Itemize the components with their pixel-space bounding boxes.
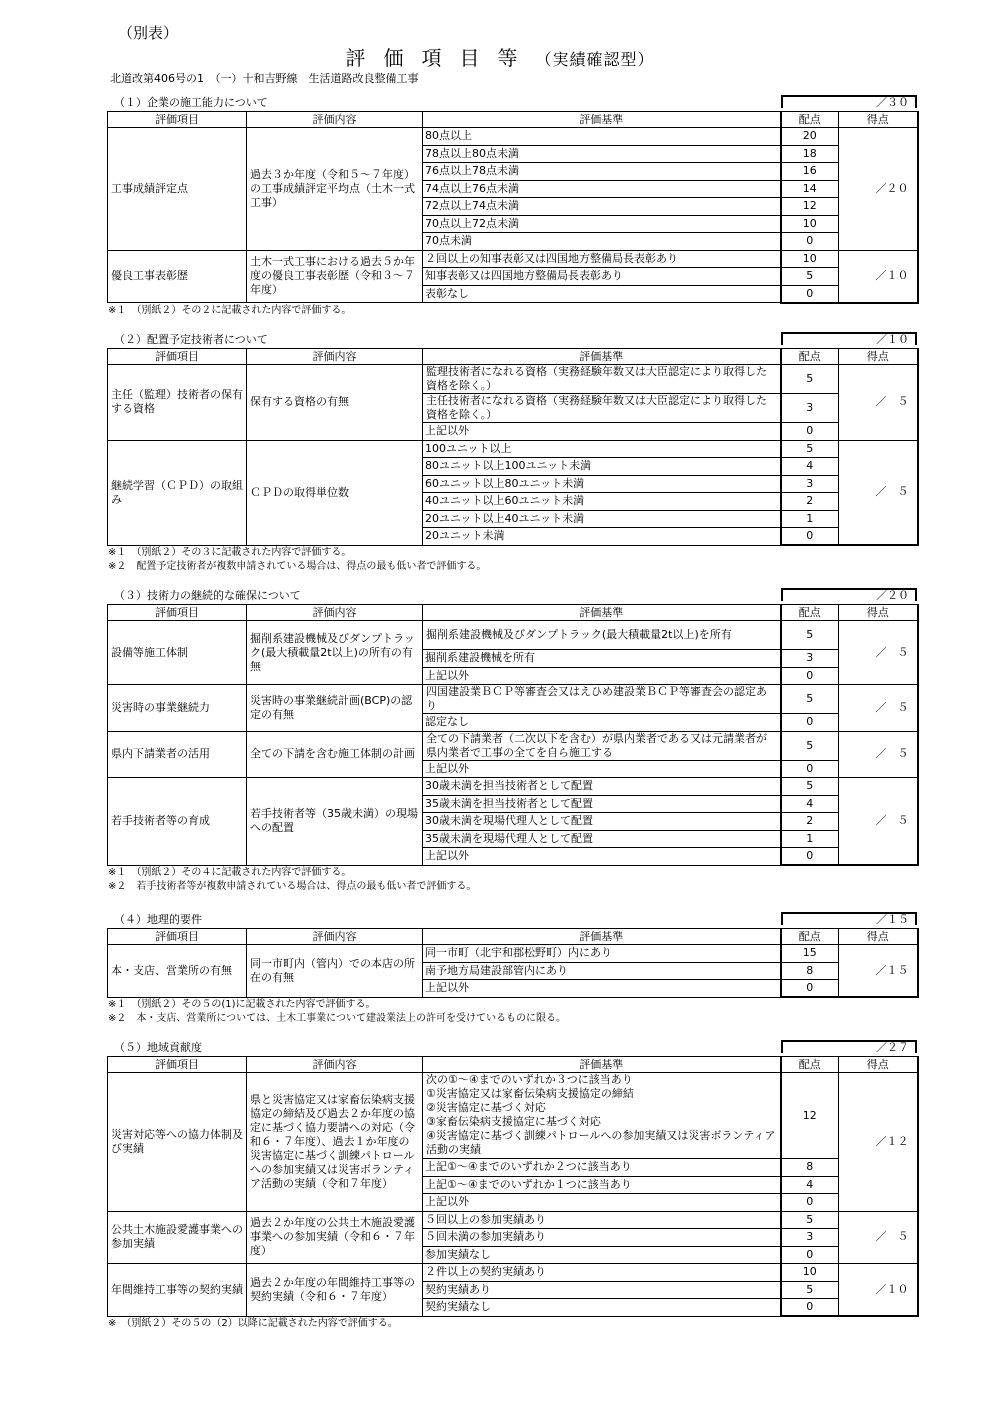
evaluation-item: 公共土木施設愛護事業への参加実績 <box>108 1211 247 1264</box>
col-header-content: 評価内容 <box>247 929 423 945</box>
evaluation-content: 全ての下請を含む施工体制の計画 <box>247 731 423 778</box>
points-value: 5 <box>781 268 839 286</box>
evaluation-criteria: 参加実績なし <box>423 1246 781 1264</box>
evaluation-content: 災害時の事業継続計画(BCP)の認定の有無 <box>247 685 423 732</box>
col-header-item: 評価項目 <box>108 929 247 945</box>
points-value: 0 <box>781 980 839 998</box>
evaluation-criteria: 南予地方局建設部管内にあり <box>423 962 781 980</box>
col-header-item: 評価項目 <box>108 1057 247 1073</box>
evaluation-criteria: 40ユニット以上60ユニット未満 <box>423 493 781 511</box>
evaluation-criteria: 知事表彰又は四国地方整備局長表彰あり <box>423 268 781 286</box>
col-header-item: 評価項目 <box>108 112 247 128</box>
col-header-criteria: 評価基準 <box>423 929 781 945</box>
score-cell: ／ ５ <box>839 440 918 545</box>
section-header <box>107 1040 917 1056</box>
evaluation-criteria: 上記以外 <box>423 667 781 685</box>
score-cell: ／１２ <box>839 1073 918 1212</box>
section-4 <box>107 912 917 1026</box>
table-row <box>108 440 918 458</box>
evaluation-criteria: ５回以上の参加実績あり <box>423 1211 781 1229</box>
col-header-points: 配点 <box>781 605 839 621</box>
evaluation-criteria: 78点以上80点未満 <box>423 145 781 163</box>
evaluation-criteria: 上記①～④までのいずれか２つに該当あり <box>423 1159 781 1177</box>
points-value: 1 <box>781 830 839 848</box>
project-name: 北道改第406号の1 （一）十和吉野線 生活道路改良整備工事 <box>110 72 419 85</box>
col-header-item: 評価項目 <box>108 349 247 365</box>
col-header-score: 得点 <box>839 1057 918 1073</box>
evaluation-criteria: 掘削系建設機械を所有 <box>423 650 781 668</box>
points-value: 3 <box>781 1229 839 1247</box>
points-value: 0 <box>781 714 839 732</box>
evaluation-criteria: 上記以外 <box>423 980 781 998</box>
col-header-score: 得点 <box>839 349 918 365</box>
evaluation-content: 土木一式工事における過去５か年度の優良工事表彰歴（令和３～７年度） <box>247 250 423 303</box>
section-note: ※ （別紙２）その５の（2）以降に記載された内容で評価する。 <box>108 1318 398 1329</box>
evaluation-item: 若手技術者等の育成 <box>108 778 247 866</box>
col-header-criteria: 評価基準 <box>423 1057 781 1073</box>
score-cell: ／１５ <box>839 945 918 998</box>
points-value: 4 <box>781 795 839 813</box>
title-main: 評価項目等 <box>345 46 536 70</box>
points-value: 8 <box>781 1159 839 1177</box>
section-3 <box>107 588 917 894</box>
points-value: 0 <box>781 1246 839 1264</box>
points-value: 18 <box>781 145 839 163</box>
points-value: 12 <box>781 198 839 216</box>
header-row <box>108 349 918 365</box>
points-value: 16 <box>781 163 839 181</box>
evaluation-criteria: 上記以外 <box>423 423 781 441</box>
evaluation-criteria: 74点以上76点未満 <box>423 180 781 198</box>
evaluation-criteria: 上記以外 <box>423 1194 781 1212</box>
section-total-score: ／１５ <box>781 912 917 925</box>
evaluation-criteria: 72点以上74点未満 <box>423 198 781 216</box>
points-value: 14 <box>781 180 839 198</box>
evaluation-content: 過去２か年度の公共土木施設愛護事業への参加実績（令和６・７年度） <box>247 1211 423 1264</box>
section-title: （５）地域貢献度 <box>114 1041 202 1054</box>
evaluation-criteria: 35歳未満を現場代理人として配置 <box>423 830 781 848</box>
evaluation-criteria: 主任技術者になれる資格（実務経験年数又は大臣認定により取得した資格を除く。） <box>423 394 781 423</box>
points-value: 5 <box>781 1281 839 1299</box>
section-total-score: ／１０ <box>781 332 917 345</box>
points-value: 2 <box>781 493 839 511</box>
table-row <box>108 128 918 146</box>
points-value: 5 <box>781 1211 839 1229</box>
bekkyo-label: （別表） <box>118 24 179 42</box>
evaluation-content: 保有する資格の有無 <box>247 365 423 441</box>
section-note: ※２ 配置予定技術者が複数申請されている場合は、得点の最も低い者で評価する。 <box>108 561 487 572</box>
page-title <box>0 42 1000 71</box>
section-title: （２）配置予定技術者について <box>114 333 268 346</box>
evaluation-criteria: 30歳未満を現場代理人として配置 <box>423 813 781 831</box>
evaluation-table <box>107 1056 919 1317</box>
section-title: （４）地理的要件 <box>114 913 202 926</box>
evaluation-item: 継続学習（ＣＰＤ）の取組み <box>108 440 247 545</box>
col-header-points: 配点 <box>781 112 839 128</box>
points-value: 4 <box>781 1176 839 1194</box>
evaluation-criteria: 上記以外 <box>423 848 781 866</box>
evaluation-criteria: 35歳未満を担当技術者として配置 <box>423 795 781 813</box>
points-value: 15 <box>781 945 839 963</box>
section-1 <box>107 95 917 318</box>
score-cell: ／ ５ <box>839 731 918 778</box>
evaluation-criteria: 認定なし <box>423 714 781 732</box>
evaluation-criteria: 70点以上72点未満 <box>423 215 781 233</box>
evaluation-criteria: 76点以上78点未満 <box>423 163 781 181</box>
evaluation-criteria: 次の①～④までのいずれか３つに該当あり ①災害協定又は家畜伝染病支援協定の締結 ②災害協定に基づく対応 ③家畜伝染病支援協定に基づく対応 ④災害協定に基づく訓練パトロールへの参加実績又は災害ボランティア活動の実績 <box>423 1073 781 1159</box>
evaluation-content: 過去３か年度（令和５～７年度）の工事成績評定平均点（土木一式工事） <box>247 128 423 251</box>
evaluation-criteria: 上記①～④までのいずれか１つに該当あり <box>423 1176 781 1194</box>
evaluation-content: 過去２か年度の年間維持工事等の契約実績（令和６・７年度） <box>247 1264 423 1317</box>
evaluation-content: 若手技術者等（35歳未満）の現場への配置 <box>247 778 423 866</box>
table-row <box>108 365 918 394</box>
evaluation-table <box>107 111 919 304</box>
evaluation-criteria: 30歳未満を担当技術者として配置 <box>423 778 781 796</box>
section-note: ※１ （別紙２）その３に記載された内容で評価する。 <box>108 547 352 558</box>
score-cell: ／２０ <box>839 128 918 251</box>
points-value: 0 <box>781 1299 839 1317</box>
evaluation-criteria: 監理技術者になれる資格（実務経験年数又は大臣認定により取得した資格を除く。） <box>423 365 781 394</box>
points-value: 10 <box>781 1264 839 1282</box>
evaluation-criteria: ２件以上の契約実績あり <box>423 1264 781 1282</box>
evaluation-criteria: ５回未満の参加実績あり <box>423 1229 781 1247</box>
points-value: 0 <box>781 233 839 251</box>
section-total-score: ／２０ <box>781 588 917 601</box>
section-note: ※１ （別紙２）その４に記載された内容で評価する。 <box>108 867 352 878</box>
evaluation-criteria: 四国建設業ＢＣＰ等審査会又はえひめ建設業ＢＣＰ等審査会の認定あり <box>423 685 781 714</box>
table-row <box>108 778 918 796</box>
evaluation-criteria: 同一市町（北宇和郡松野町）内にあり <box>423 945 781 963</box>
evaluation-item: 県内下請業者の活用 <box>108 731 247 778</box>
col-header-criteria: 評価基準 <box>423 605 781 621</box>
points-value: 5 <box>781 778 839 796</box>
evaluation-criteria: 20ユニット未満 <box>423 528 781 546</box>
points-value: 20 <box>781 128 839 146</box>
points-value: 0 <box>781 528 839 546</box>
section-note: ※１ （別紙２）その５の(1)に記載された内容で評価する。 <box>108 999 376 1010</box>
points-value: 4 <box>781 458 839 476</box>
section-note: ※２ 若手技術者等が複数申請されている場合は、得点の最も低い者で評価する。 <box>108 881 477 892</box>
points-value: 5 <box>781 365 839 394</box>
evaluation-item: 年間維持工事等の契約実績 <box>108 1264 247 1317</box>
col-header-criteria: 評価基準 <box>423 112 781 128</box>
col-header-content: 評価内容 <box>247 605 423 621</box>
score-cell: ／ ５ <box>839 1211 918 1264</box>
table-row <box>108 1211 918 1229</box>
header-row <box>108 1057 918 1073</box>
score-cell: ／１０ <box>839 250 918 303</box>
evaluation-item: 主任（監理）技術者の保有する資格 <box>108 365 247 441</box>
header-row <box>108 605 918 621</box>
section-total-score: ／２７ <box>781 1040 917 1053</box>
points-value: 0 <box>781 423 839 441</box>
evaluation-content: 掘削系建設機械及びダンプトラック(最大積載量2t以上)の所有の有無 <box>247 621 423 685</box>
col-header-score: 得点 <box>839 112 918 128</box>
points-value: 5 <box>781 440 839 458</box>
section-2 <box>107 332 917 574</box>
points-value: 3 <box>781 650 839 668</box>
evaluation-content: 県と災害協定又は家畜伝染病支援協定の締結及び過去２か年度の協定に基づく協力要請への対応（令和６・７年度）、過去１か年度の災害協定に基づく訓練パトロールへの参加実績又は災害ボランティア活動の実績（令和７年度） <box>247 1073 423 1212</box>
header-row <box>108 112 918 128</box>
table-row <box>108 685 918 714</box>
evaluation-criteria: 100ユニット以上 <box>423 440 781 458</box>
evaluation-criteria: 契約実績あり <box>423 1281 781 1299</box>
col-header-criteria: 評価基準 <box>423 349 781 365</box>
col-header-points: 配点 <box>781 929 839 945</box>
section-note: ※１ （別紙２）その２に記載された内容で評価する。 <box>108 304 352 316</box>
table-row <box>108 1264 918 1282</box>
evaluation-item: 設備等施工体制 <box>108 621 247 685</box>
section-total-score: ／３０ <box>781 95 917 108</box>
col-header-points: 配点 <box>781 349 839 365</box>
score-cell: ／ ５ <box>839 621 918 685</box>
points-value: 1 <box>781 510 839 528</box>
section-note: ※２ 本・支店、営業所については、土木工事業について建設業法上の許可を受けているものに限る。 <box>108 1013 566 1024</box>
section-title: （３）技術力の継続的な確保について <box>114 589 301 602</box>
col-header-content: 評価内容 <box>247 349 423 365</box>
section-title: （１）企業の施工能力について <box>114 96 268 109</box>
evaluation-table <box>107 604 919 866</box>
points-value: 5 <box>781 731 839 760</box>
table-row <box>108 731 918 760</box>
score-cell: ／１０ <box>839 1264 918 1317</box>
evaluation-criteria: 20ユニット以上40ユニット未満 <box>423 510 781 528</box>
points-value: 5 <box>781 621 839 650</box>
evaluation-criteria: 上記以外 <box>423 760 781 778</box>
section-header <box>107 332 917 348</box>
points-value: 0 <box>781 848 839 866</box>
points-value: 0 <box>781 1194 839 1212</box>
points-value: 12 <box>781 1073 839 1159</box>
evaluation-criteria: 80ユニット以上100ユニット未満 <box>423 458 781 476</box>
col-header-points: 配点 <box>781 1057 839 1073</box>
evaluation-criteria: ２回以上の知事表彰又は四国地方整備局長表彰あり <box>423 250 781 268</box>
points-value: 2 <box>781 813 839 831</box>
evaluation-criteria: 70点未満 <box>423 233 781 251</box>
score-cell: ／ ５ <box>839 365 918 441</box>
table-row <box>108 945 918 963</box>
title-sub: （実績確認型） <box>535 50 655 69</box>
table-row <box>108 621 918 650</box>
evaluation-criteria: 全ての下請業者（二次以下を含む）が県内業者である又は元請業者が県内業者で工事の全てを自ら施工する <box>423 731 781 760</box>
col-header-content: 評価内容 <box>247 112 423 128</box>
evaluation-item: 災害時の事業継続力 <box>108 685 247 732</box>
evaluation-criteria: 契約実績なし <box>423 1299 781 1317</box>
evaluation-table <box>107 348 919 546</box>
evaluation-item: 災害対応等への協力体制及び実績 <box>108 1073 247 1212</box>
section-header <box>107 588 917 604</box>
points-value: 0 <box>781 285 839 303</box>
col-header-score: 得点 <box>839 929 918 945</box>
points-value: 8 <box>781 962 839 980</box>
section-5 <box>107 1040 917 1331</box>
header-row <box>108 929 918 945</box>
table-row <box>108 1073 918 1159</box>
points-value: 3 <box>781 475 839 493</box>
evaluation-content: 同一市町内（管内）での本店の所在の有無 <box>247 945 423 998</box>
col-header-item: 評価項目 <box>108 605 247 621</box>
points-value: 10 <box>781 250 839 268</box>
score-cell: ／ ５ <box>839 778 918 866</box>
points-value: 0 <box>781 667 839 685</box>
points-value: 5 <box>781 685 839 714</box>
points-value: 3 <box>781 394 839 423</box>
evaluation-content: ＣＰＤの取得単位数 <box>247 440 423 545</box>
evaluation-item: 優良工事表彰歴 <box>108 250 247 303</box>
col-header-score: 得点 <box>839 605 918 621</box>
section-header <box>107 95 917 111</box>
evaluation-item: 工事成績評定点 <box>108 128 247 251</box>
points-value: 0 <box>781 760 839 778</box>
evaluation-criteria: 60ユニット以上80ユニット未満 <box>423 475 781 493</box>
evaluation-table <box>107 928 919 998</box>
score-cell: ／ ５ <box>839 685 918 732</box>
col-header-content: 評価内容 <box>247 1057 423 1073</box>
section-header <box>107 912 917 928</box>
points-value: 10 <box>781 215 839 233</box>
evaluation-criteria: 80点以上 <box>423 128 781 146</box>
evaluation-criteria: 表彰なし <box>423 285 781 303</box>
evaluation-item: 本・支店、営業所の有無 <box>108 945 247 998</box>
table-row <box>108 250 918 268</box>
evaluation-criteria: 掘削系建設機械及びダンプトラック(最大積載量2t以上)を所有 <box>423 621 781 650</box>
